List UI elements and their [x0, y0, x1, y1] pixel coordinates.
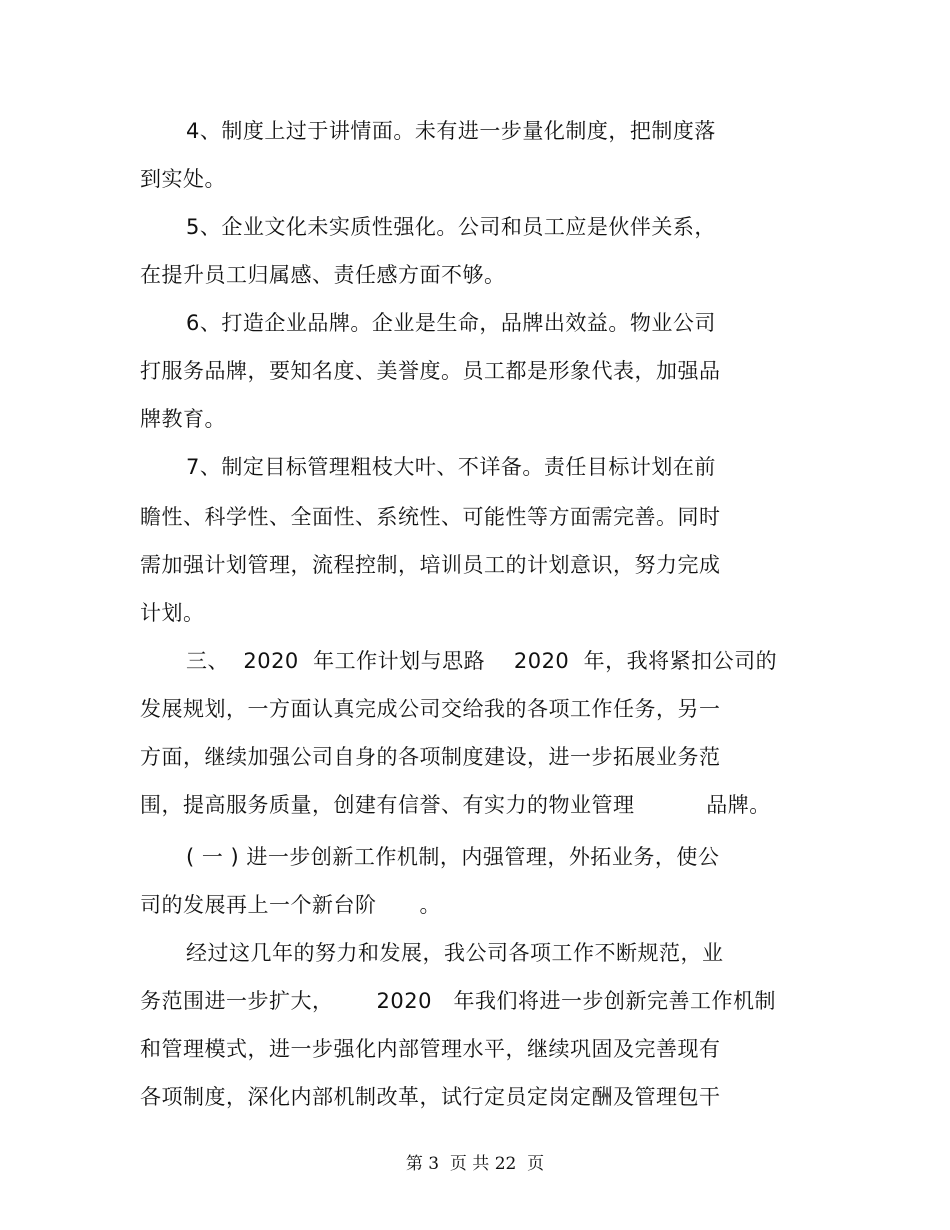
paragraph-line: 司的发展再上一个新台阶 。 — [140, 893, 442, 917]
paragraph-line: 打服务品牌，要知名度、美誉度。员工都是形象代表，加强品 — [140, 359, 721, 383]
paragraph-line: 在提升员工归属感、责任感方面不够。 — [140, 263, 506, 287]
paragraph-line: 方面，继续加强公司自身的各项制度建设，进一步拓展业务范 — [140, 745, 721, 769]
paragraph-line: 牌教育。 — [140, 407, 226, 431]
paragraph-line: 围，提高服务质量，创建有信誉、有实力的物业管理 品牌。 — [140, 793, 771, 817]
paragraph-line: 5、企业文化未实质性强化。公司和员工应是伙伴关系， — [186, 215, 716, 239]
paragraph-line: 和管理模式，进一步强化内部管理水平，继续巩固及完善现有 — [140, 1037, 721, 1061]
paragraph-line: 经过这几年的努力和发展，我公司各项工作不断规范，业 — [186, 941, 724, 965]
paragraph-line: 4、制度上过于讲情面。未有进一步量化制度，把制度落 — [186, 119, 716, 143]
paragraph-line: 计划。 — [140, 601, 205, 625]
paragraph-line: 三、 2020 年工作计划与思路 2020 年，我将紧扣公司的 — [186, 649, 778, 673]
paragraph-line: 需加强计划管理，流程控制，培训员工的计划意识，努力完成 — [140, 553, 721, 577]
paragraph-line: 发展规划，一方面认真完成公司交给我的各项工作任务，另一 — [140, 697, 721, 721]
paragraph-line: 各项制度，深化内部机制改革，试行定员定岗定酬及管理包干 — [140, 1085, 721, 1109]
paragraph-line: 瞻性、科学性、全面性、系统性、可能性等方面需完善。同时 — [140, 505, 721, 529]
paragraph-line: 7、制定目标管理粗枝大叶、不详备。责任目标计划在前 — [186, 455, 716, 479]
paragraph-line: 6、打造企业品牌。企业是生命，品牌出效益。物业公司 — [186, 311, 716, 335]
page-number-footer: 第 3 页 共 22 页 — [405, 1154, 545, 1174]
paragraph-line: ( 一 ) 进一步创新工作机制，内强管理，外拓业务，使公 — [186, 845, 720, 869]
paragraph-line: 到实处。 — [140, 167, 226, 191]
paragraph-line: 务范围进一步扩大， 2020 年我们将进一步创新完善工作机制 — [140, 989, 777, 1013]
